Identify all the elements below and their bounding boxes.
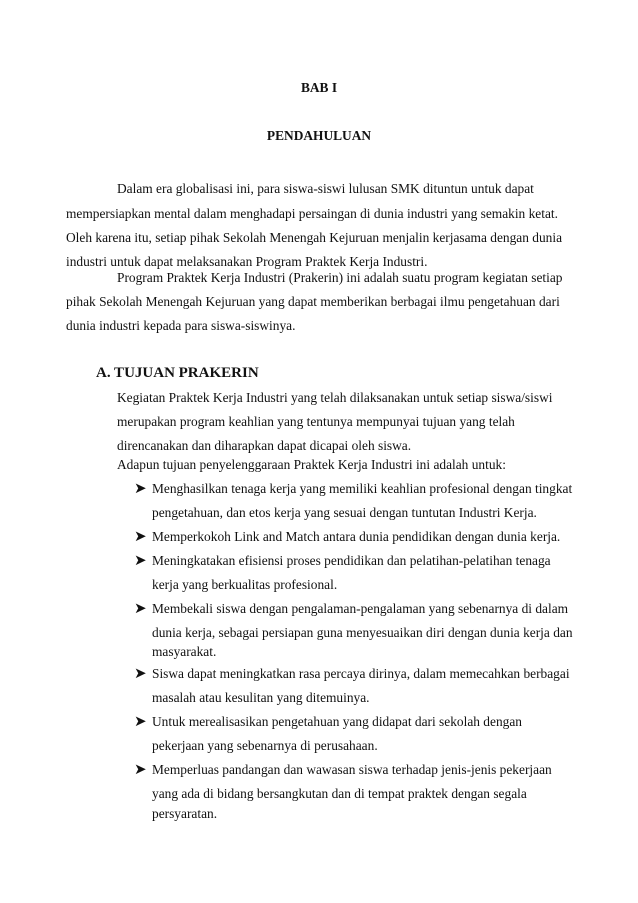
- bullet-item: [134, 713, 522, 731]
- intro-line: mempersiapkan mental dalam menghadapi persaingan di dunia industri yang semakin ketat.: [66, 206, 558, 221]
- bullet-item: [134, 480, 572, 498]
- section-line: Adapun tujuan penyelenggaraan Praktek Kerja Industri ini adalah untuk:: [117, 457, 506, 472]
- bullet-text: Untuk merealisasikan pengetahuan yang didapat dari sekolah dengan: [152, 714, 522, 729]
- bullet-text: yang ada di bidang bersangkutan dan di tempat praktek dengan segala: [152, 786, 527, 801]
- section-line: merupakan program keahlian yang tentunya mempunyai tujuan yang telah: [117, 414, 515, 429]
- arrow-bullet-icon: ➤: [134, 714, 147, 730]
- arrow-bullet-icon: ➤: [134, 666, 147, 682]
- arrow-bullet-icon: ➤: [134, 762, 147, 778]
- bullet-text: Membekali siswa dengan pengalaman-pengalaman yang sebenarnya di dalam: [152, 601, 569, 616]
- arrow-bullet-icon: ➤: [134, 481, 147, 497]
- bullet-text: dunia kerja, sebagai persiapan guna menyesuaikan diri dengan dunia kerja dan: [152, 625, 573, 640]
- bullet-text: Memperkokoh Link and Match antara dunia pendidikan dengan dunia kerja.: [152, 529, 561, 544]
- arrow-bullet-icon: ➤: [134, 529, 147, 545]
- chapter-title: PENDAHULUAN: [266, 128, 372, 143]
- bullet-text: masyarakat.: [152, 644, 217, 659]
- bullet-text: masalah atau kesulitan yang ditemuinya.: [152, 690, 370, 705]
- intro-line: Program Praktek Kerja Industri (Prakerin) ini adalah suatu program kegiatan setiap: [117, 270, 563, 285]
- bullet-item: [134, 665, 570, 683]
- intro-line: industri untuk dapat melaksanakan Program Praktek Kerja Industri.: [66, 254, 428, 269]
- bullet-text: Meningkatakan efisiensi proses pendidikan dan pelatihan-pelatihan tenaga: [152, 553, 551, 568]
- bullet-text: Siswa dapat meningkatkan rasa percaya dirinya, dalam memecahkan berbagai: [152, 666, 570, 681]
- bullet-text: pengetahuan, dan etos kerja yang sesuai dengan tuntutan Industri Kerja.: [152, 505, 537, 520]
- bullet-text: pekerjaan yang sebenarnya di perusahaan.: [152, 738, 378, 753]
- bullet-item: [134, 552, 551, 570]
- bullet-item: [134, 761, 552, 779]
- bullet-text: Memperluas pandangan dan wawasan siswa terhadap jenis-jenis pekerjaan: [152, 762, 552, 777]
- section-line: direncanakan dan diharapkan dapat dicapai oleh siswa.: [117, 438, 412, 453]
- arrow-bullet-icon: ➤: [134, 553, 147, 569]
- bullet-text: persyaratan.: [152, 806, 218, 821]
- section-heading: A. TUJUAN PRAKERIN: [96, 365, 259, 381]
- bullet-item: [134, 528, 560, 546]
- intro-line: dunia industri kepada para siswa-siswinya.: [66, 318, 296, 333]
- bullet-text: Menghasilkan tenaga kerja yang memiliki keahlian profesional dengan tingkat: [152, 481, 573, 496]
- section-line: Kegiatan Praktek Kerja Industri yang telah dilaksanakan untuk setiap siswa/siswi: [117, 390, 553, 405]
- bullet-item: [134, 600, 568, 618]
- bullet-text: kerja yang berkualitas profesional.: [152, 577, 338, 592]
- chapter-label: BAB I: [300, 80, 338, 95]
- arrow-bullet-icon: ➤: [134, 601, 147, 617]
- intro-line: pihak Sekolah Menengah Kejuruan yang dapat memberikan berbagai ilmu pengetahuan dari: [66, 294, 560, 309]
- intro-line: Dalam era globalisasi ini, para siswa-siswi lulusan SMK dituntun untuk dapat: [117, 181, 534, 196]
- intro-line: Oleh karena itu, setiap pihak Sekolah Menengah Kejuruan menjalin kerjasama dengan dunia: [66, 230, 563, 245]
